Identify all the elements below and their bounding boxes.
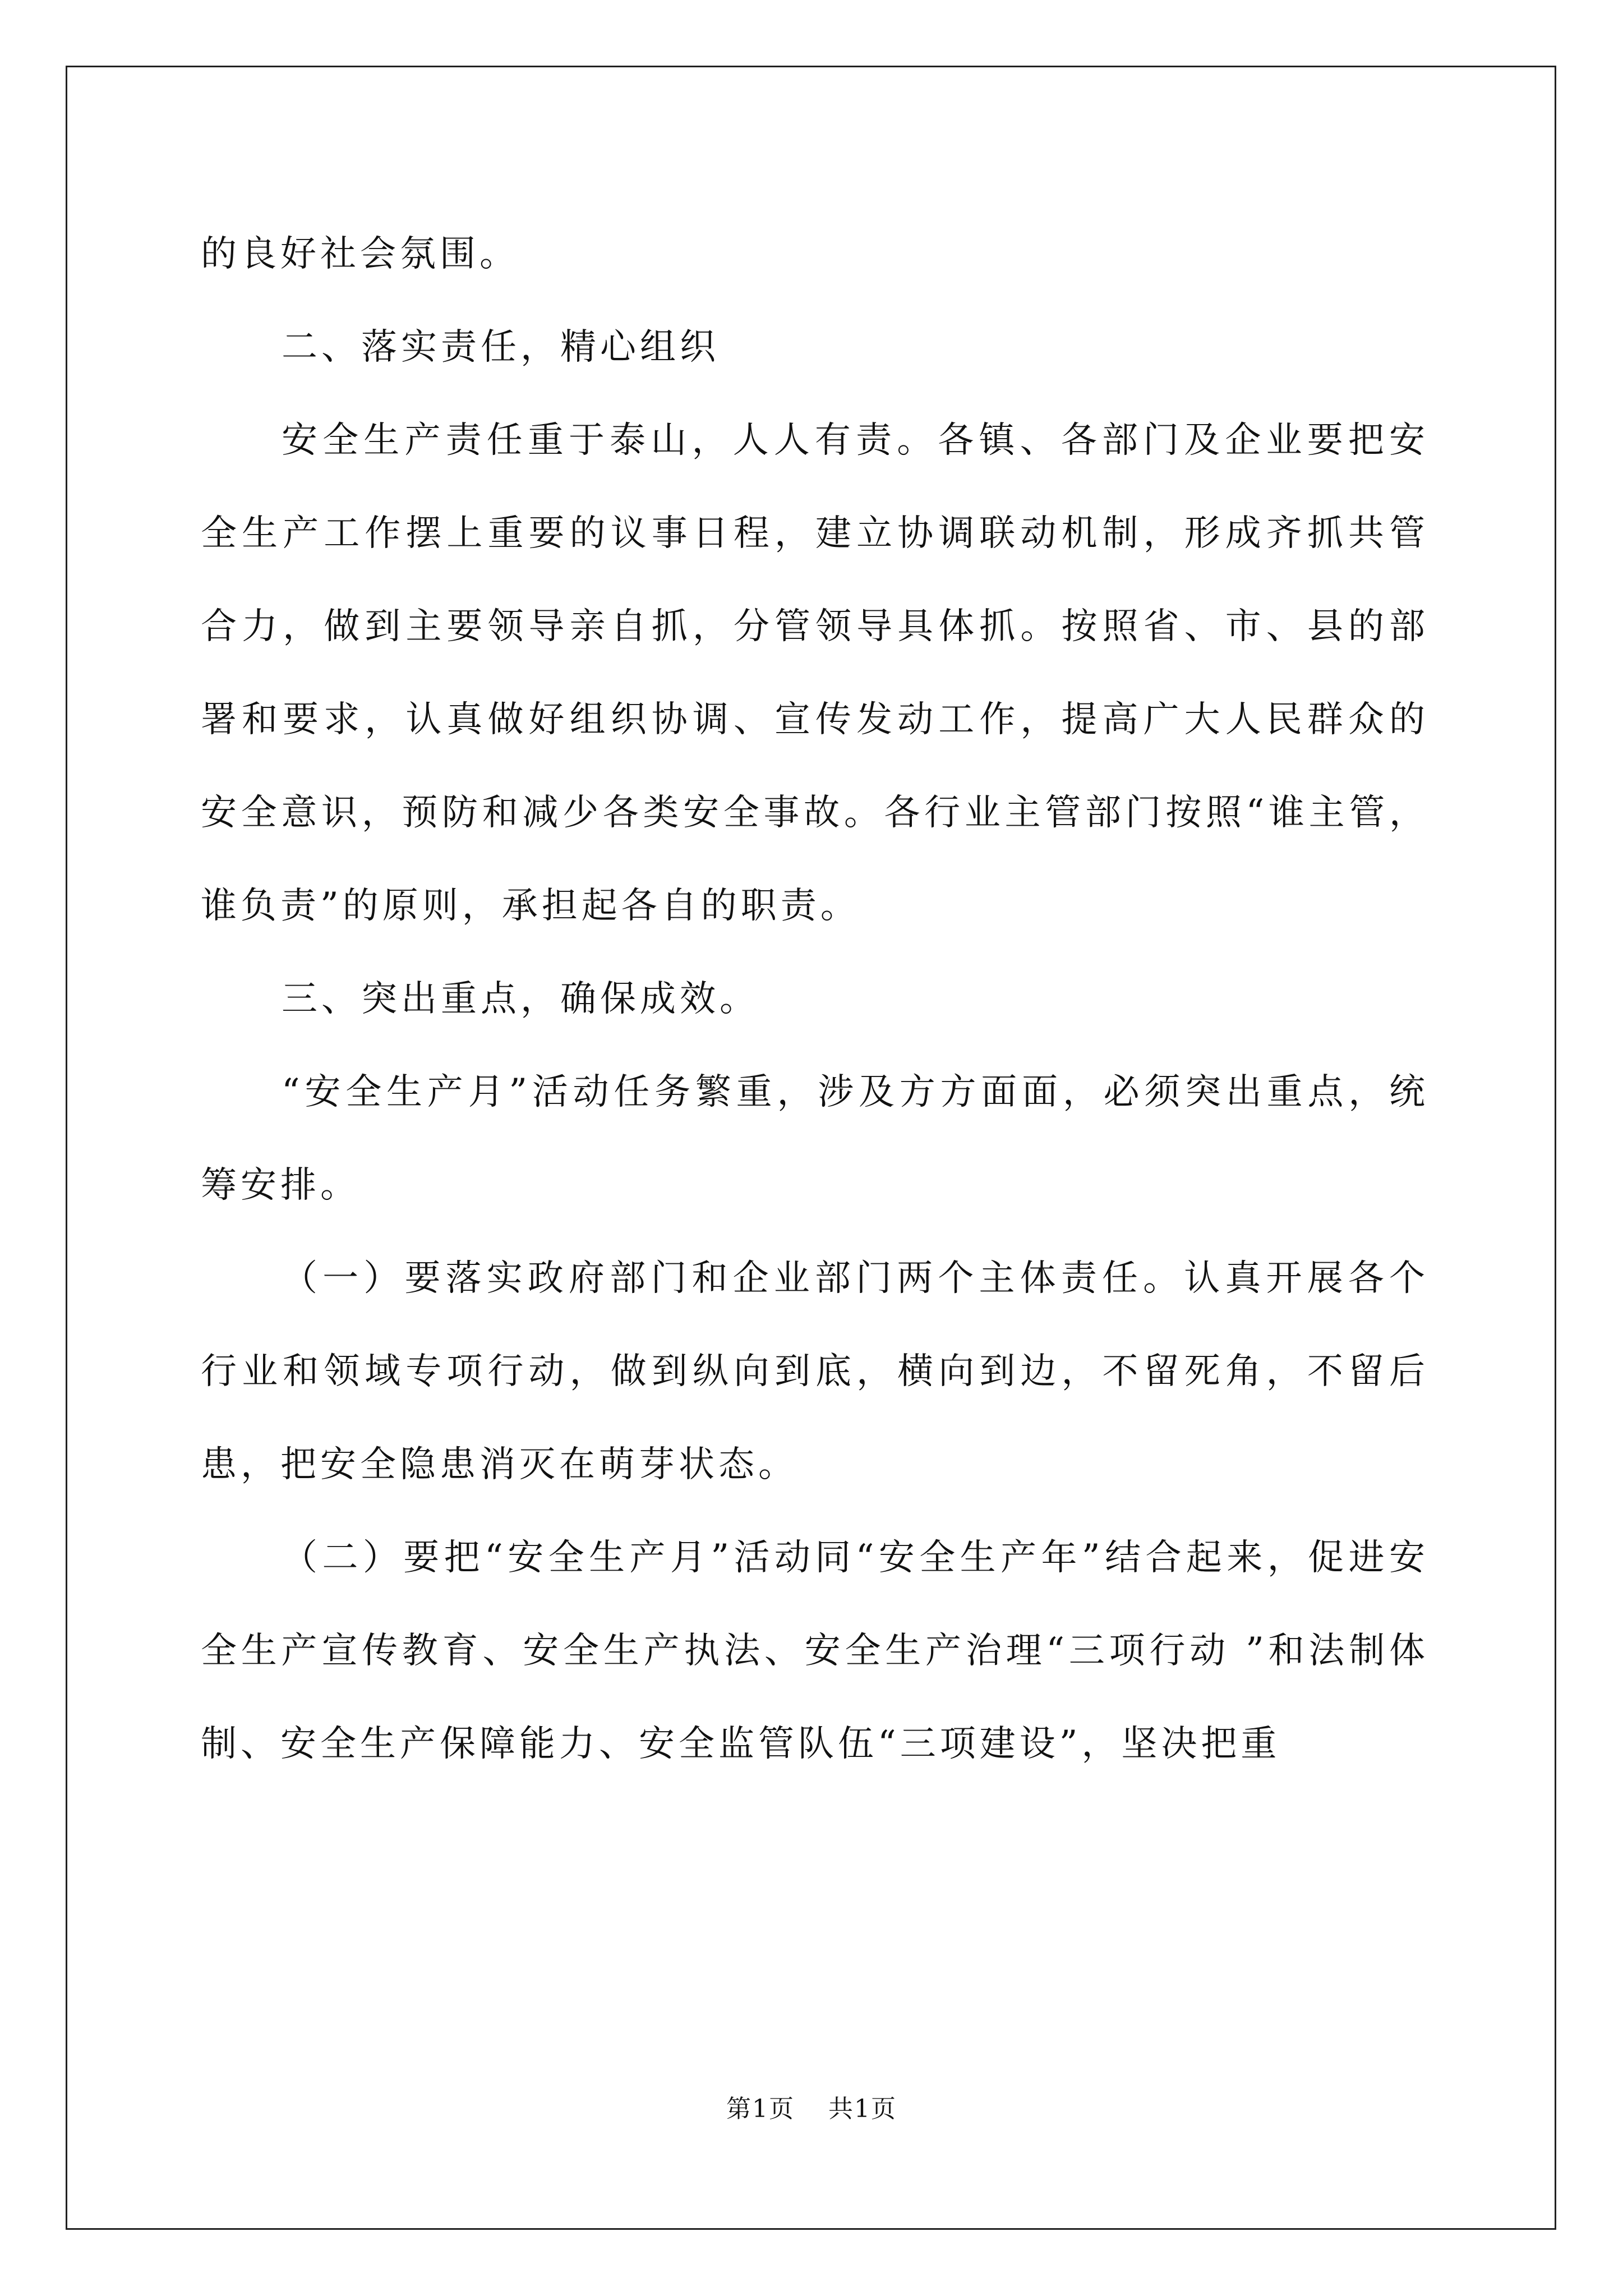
page-footer <box>0 2092 1623 2126</box>
page-number: 第1页 <box>726 2095 795 2123</box>
section-heading: 二、落实责任，精心组织 <box>282 326 720 368</box>
page-total: 共1页 <box>828 2095 897 2123</box>
section-heading: 三、突出重点，确保成效。 <box>282 978 759 1020</box>
document-body <box>201 208 1429 1791</box>
paragraph: （一）要落实政府部门和企业部门两个主体责任。认真开展各个行业和领域专项行动，做到纵向到底，横向到边，不留死角，不留后患，把安全隐患消灭在萌芽状态。 <box>201 1258 1429 1485</box>
paragraph: “安全生产月”活动任务繁重，涉及方方面面，必须突出重点，统筹安排。 <box>201 1071 1429 1206</box>
paragraph: 安全生产责任重于泰山，人人有责。各镇、各部门及企业要把安全生产工作摆上重要的议事日程，建立协调联动机制，形成齐抓共管合力，做到主要领导亲自抓，分管领导具体抓。按照省、市、县的部署和要求，认真做好组织协调、宣传发动工作，提高广大人民群众的安全意识，预防和减少各类安全事故。各行业主管部门按照“谁主管，谁负责”的原则，承担起各自的职责。 <box>201 420 1429 927</box>
paragraph: 的良好社会氛围。 <box>201 233 519 275</box>
paragraph: （二）要把“安全生产月”活动同“安全生产年”结合起来，促进安全生产宣传教育、安全生产执法、安全生产治理“三项行动 ”和法制体制、安全生产保障能力、安全监管队伍“三项建设”，坚决把重 <box>201 1537 1429 1765</box>
